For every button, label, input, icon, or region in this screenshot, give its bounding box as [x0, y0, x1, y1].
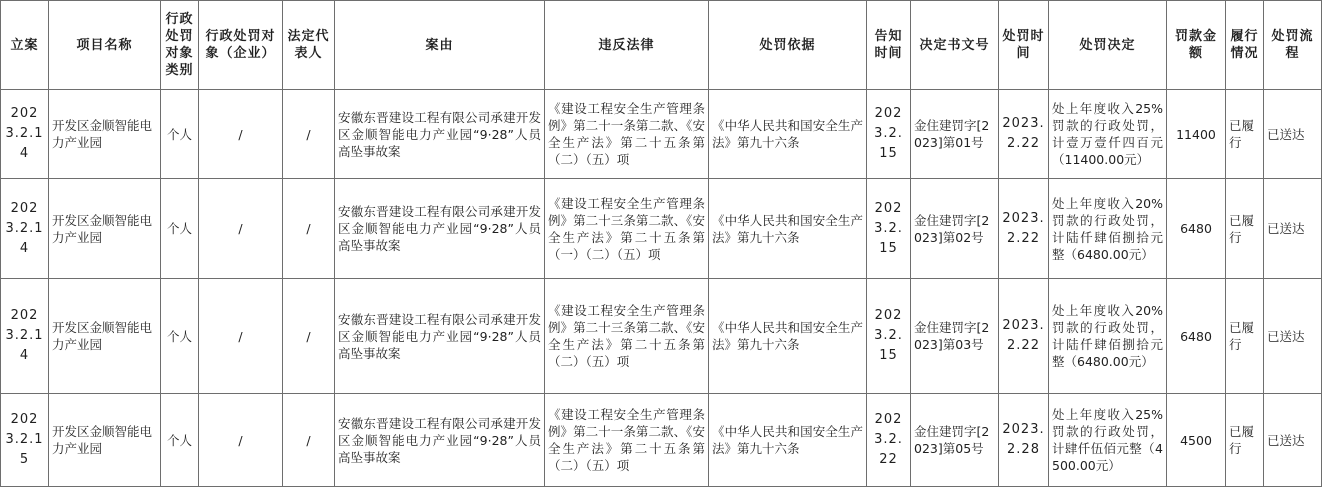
fine-amount: 4500: [1167, 394, 1226, 487]
performance-status: 已履行: [1226, 279, 1264, 394]
table-row: [1, 179, 1322, 279]
table-row: [1, 279, 1322, 394]
performance-status: 已履行: [1226, 179, 1264, 279]
fine-amount: 6480: [1167, 279, 1226, 394]
target-company: /: [199, 179, 283, 279]
performance-status: 已履行: [1226, 90, 1264, 179]
case-cause: 安徽东晋建设工程有限公司承建开发区金顺智能电力产业园“9·28”人员高坠事故案: [335, 90, 545, 179]
header-process: 处罚流程: [1264, 1, 1322, 90]
header-performance: 履行情况: [1226, 1, 1264, 90]
case-cause: 安徽东晋建设工程有限公司承建开发区金顺智能电力产业园“9·28”人员高坠事故案: [335, 279, 545, 394]
filing-date: 2023.2.14: [1, 179, 49, 279]
penalty-basis: 《中华人民共和国安全生产法》第九十六条: [709, 279, 867, 394]
fine-amount: 11400: [1167, 90, 1226, 179]
header-decision: 处罚决定: [1049, 1, 1167, 90]
header-project: 项目名称: [49, 1, 161, 90]
penalty-date: 2023.2.28: [999, 394, 1049, 487]
penalty-date: 2023.2.22: [999, 179, 1049, 279]
project-name: 开发区金顺智能电力产业园: [49, 279, 161, 394]
decision-doc-no: 金住建罚字[2023]第05号: [911, 394, 999, 487]
notice-date: 2023.2.15: [867, 279, 911, 394]
process-status: 已送达: [1264, 394, 1322, 487]
target-type: 个人: [161, 90, 199, 179]
project-name: 开发区金顺智能电力产业园: [49, 394, 161, 487]
legal-rep: /: [283, 394, 335, 487]
violated-law: 《建设工程安全生产管理条例》第二十三条第二款、《安全生产法》第二十五条第（二）（五）项: [545, 279, 709, 394]
project-name: 开发区金顺智能电力产业园: [49, 179, 161, 279]
target-type: 个人: [161, 179, 199, 279]
target-company: /: [199, 394, 283, 487]
fine-amount: 6480: [1167, 179, 1226, 279]
process-status: 已送达: [1264, 90, 1322, 179]
filing-date: 2023.2.14: [1, 279, 49, 394]
violated-law: 《建设工程安全生产管理条例》第二十一条第二款、《安全生产法》第二十五条第（二）（五）项: [545, 394, 709, 487]
target-type: 个人: [161, 394, 199, 487]
project-name: 开发区金顺智能电力产业园: [49, 90, 161, 179]
penalty-basis: 《中华人民共和国安全生产法》第九十六条: [709, 394, 867, 487]
penalty-date: 2023.2.22: [999, 279, 1049, 394]
header-target-company: 行政处罚对象（企业）: [199, 1, 283, 90]
process-status: 已送达: [1264, 279, 1322, 394]
header-filing: 立案: [1, 1, 49, 90]
target-type: 个人: [161, 279, 199, 394]
penalty-decision: 处上年度收入25%罚款的行政处罚，计壹万壹仟四百元（11400.00元）: [1049, 90, 1167, 179]
notice-date: 2023.2.22: [867, 394, 911, 487]
target-company: /: [199, 279, 283, 394]
process-status: 已送达: [1264, 179, 1322, 279]
legal-rep: /: [283, 179, 335, 279]
penalty-basis: 《中华人民共和国安全生产法》第九十六条: [709, 179, 867, 279]
case-cause: 安徽东晋建设工程有限公司承建开发区金顺智能电力产业园“9·28”人员高坠事故案: [335, 394, 545, 487]
decision-doc-no: 金住建罚字[2023]第01号: [911, 90, 999, 179]
decision-doc-no: 金住建罚字[2023]第03号: [911, 279, 999, 394]
header-violation: 违反法律: [545, 1, 709, 90]
header-legal-rep: 法定代表人: [283, 1, 335, 90]
table-row: [1, 90, 1322, 179]
penalty-decision: 处上年度收入20%罚款的行政处罚，计陆仟肆佰捌拾元整（6480.00元）: [1049, 179, 1167, 279]
filing-date: 2023.2.15: [1, 394, 49, 487]
performance-status: 已履行: [1226, 394, 1264, 487]
header-penalty-date: 处罚时间: [999, 1, 1049, 90]
filing-date: 2023.2.14: [1, 90, 49, 179]
penalty-decision: 处上年度收入25%罚款的行政处罚，计肆仟伍佰元整（4500.00元）: [1049, 394, 1167, 487]
violated-law: 《建设工程安全生产管理条例》第二十三条第二款、《安全生产法》第二十五条第（一）（二）（五）项: [545, 179, 709, 279]
table-row: [1, 394, 1322, 487]
notice-date: 2023.2.15: [867, 179, 911, 279]
case-cause: 安徽东晋建设工程有限公司承建开发区金顺智能电力产业园“9·28”人员高坠事故案: [335, 179, 545, 279]
header-row: [1, 1, 1322, 90]
header-doc-no: 决定书文号: [911, 1, 999, 90]
penalty-decision: 处上年度收入20%罚款的行政处罚，计陆仟肆佰捌拾元整（6480.00元）: [1049, 279, 1167, 394]
header-amount: 罚款金额: [1167, 1, 1226, 90]
penalty-date: 2023.2.22: [999, 90, 1049, 179]
penalty-basis: 《中华人民共和国安全生产法》第九十六条: [709, 90, 867, 179]
header-target-type: 行政处罚对象类别: [161, 1, 199, 90]
decision-doc-no: 金住建罚字[2023]第02号: [911, 179, 999, 279]
header-basis: 处罚依据: [709, 1, 867, 90]
legal-rep: /: [283, 90, 335, 179]
notice-date: 2023.2.15: [867, 90, 911, 179]
header-case: 案由: [335, 1, 545, 90]
header-notice-date: 告知时间: [867, 1, 911, 90]
target-company: /: [199, 90, 283, 179]
violated-law: 《建设工程安全生产管理条例》第二十一条第二款、《安全生产法》第二十五条第（二）（五）项: [545, 90, 709, 179]
legal-rep: /: [283, 279, 335, 394]
